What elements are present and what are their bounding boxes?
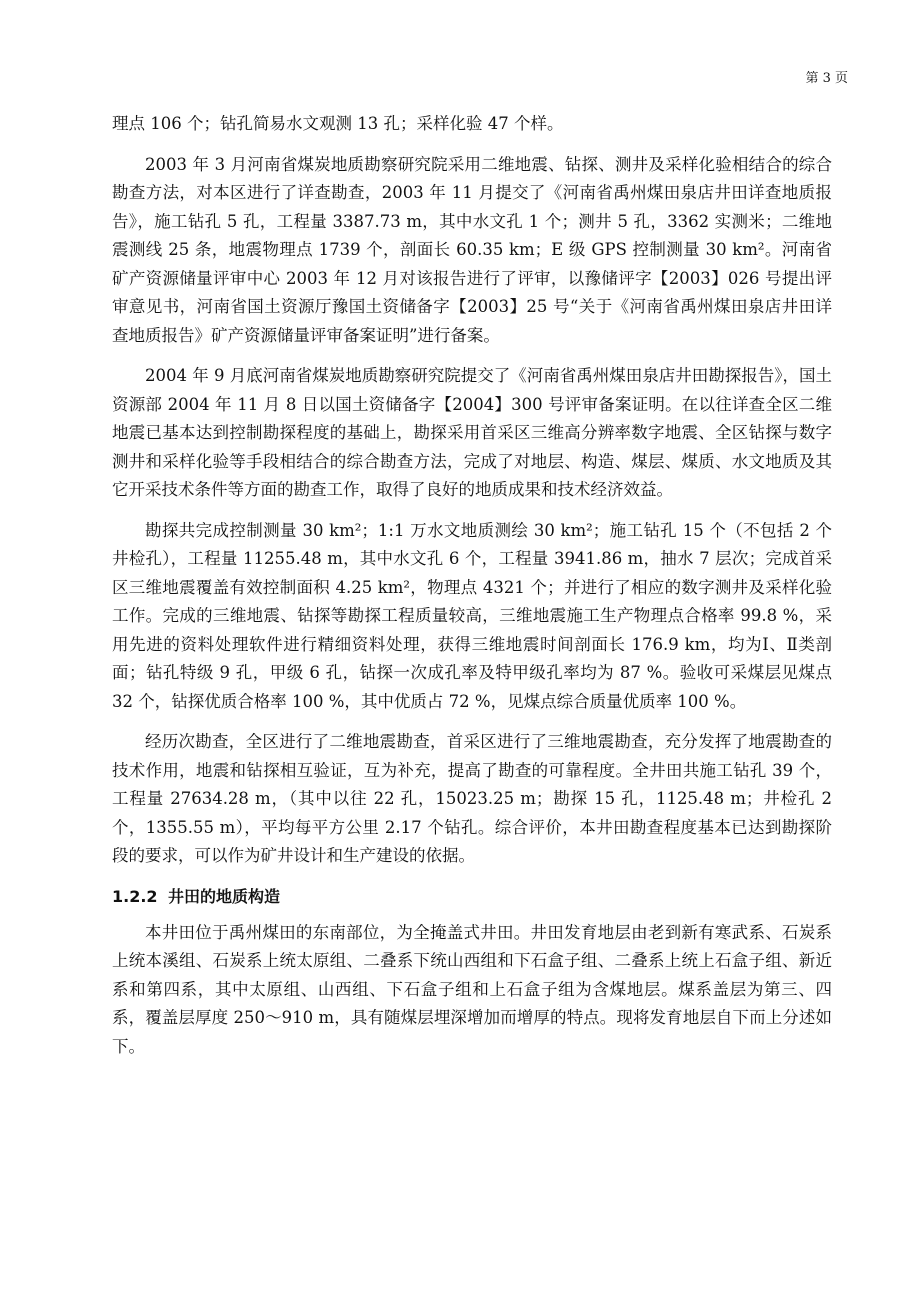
paragraph-survey-continuation: 理点 106 个；钻孔简易水文观测 13 孔；采样化验 47 个样。 bbox=[112, 114, 564, 133]
page-number: 第 3 页 bbox=[805, 71, 848, 86]
section-number: 1.2.2 bbox=[112, 886, 158, 906]
section-heading bbox=[112, 883, 832, 911]
paragraph-exploration-report-2004: 2004 年 9 月底河南省煤炭地质勘察研究院提交了《河南省禹州煤田泉店井田勘探报告》，国土资源部 2004 年 11 月 8 日以国土资储备字【2004】300 号评审备案证明。在以往详查全区二维地震已基本达到控制勘探程度的基础上，勘探采用首采区三维高分辨率数字地震、全区钻探与数字测井和采样化验等手段相结合的综合勘查方法，完成了对地层、构造、煤层、煤质、水文地质及其它开采技术条件等方面的勘查工作，取得了良好的地质成果和技术经济效益。 bbox=[112, 366, 832, 499]
document-body bbox=[112, 110, 832, 1073]
paragraph-exploration-workload: 勘探共完成控制测量 30 km²；1:1 万水文地质测绘 30 km²；施工钻孔 15 个（不包括 2 个井检孔），工程量 11255.48 m，其中水文孔 6 个，工程量 3941.86 m，抽水 7 层次；完成首采区三维地震覆盖有效控制面积 4.25 km²，物理点 4321 个；并进行了相应的数字测井及采样化验工作。完成的三维地震、钻探等勘探工程质量较高，三维地震施工生产物理点合格率 99.8 %，采用先进的资料处理软件进行精细资料处理，获得三维地震时间剖面长 176.9 km，均为Ⅰ、Ⅱ类剖面；钻孔特级 9 孔，甲级 6 孔，钻探一次成孔率及特甲级孔率均为 87 %。验收可采煤层见煤点 32 个，钻探优质合格率 100 %，其中优质占 72 %，见煤点综合质量优质率 100 %。 bbox=[112, 520, 832, 711]
paragraph-detailed-survey-2003: 2003 年 3 月河南省煤炭地质勘察研究院采用二维地震、钻探、测井及采样化验相结合的综合勘查方法，对本区进行了详查勘查，2003 年 11 月提交了《河南省禹州煤田泉店井田详查地质报告》，施工钻孔 5 孔，工程量 3387.73 m，其中水文孔 1 个；测井 5 孔，3362 实测米；二维地震测线 25 条，地震物理点 1739 个，剖面长 60.35 km；E 级 GPS 控制测量 30 km²。河南省矿产资源储量评审中心 2003 年 12 月对该报告进行了评审，以豫储评字【2003】026 号提出评审意见书，河南省国土资源厅豫国土资储备字【2003】25 号“关于《河南省禹州煤田泉店井田详查地质报告》矿产资源储量评审备案证明”进行备案。 bbox=[112, 154, 832, 345]
paragraph-geological-structure: 本井田位于禹州煤田的东南部位，为全掩盖式井田。井田发育地层由老到新有寒武系、石炭系上统本溪组、石炭系上统太原组、二叠系下统山西组和下石盒子组、二叠系上统上石盒子组、新近系和第四系，其中太原组、山西组、下石盒子组和上石盒子组为含煤地层。煤系盖层为第三、四系，覆盖层厚度 250～910 m，具有随煤层埋深增加而增厚的特点。现将发育地层自下而上分述如下。 bbox=[112, 922, 832, 1056]
section-title: 井田的地质构造 bbox=[168, 886, 281, 906]
paragraph-overall-evaluation: 经历次勘查，全区进行了二维地震勘查，首采区进行了三维地震勘查，充分发挥了地震勘查的技术作用，地震和钻探相互验证，互为补充，提高了勘查的可靠程度。全井田共施工钻孔 39 个，工程量 27634.28 m，（其中以往 22 孔，15023.25 m；勘探 15 孔，1125.48 m；井检孔 2 个，1355.55 m），平均每平方公里 2.17 个钻孔。综合评价，本井田勘查程度基本已达到勘探阶段的要求，可以作为矿井设计和生产建设的依据。 bbox=[112, 732, 832, 865]
